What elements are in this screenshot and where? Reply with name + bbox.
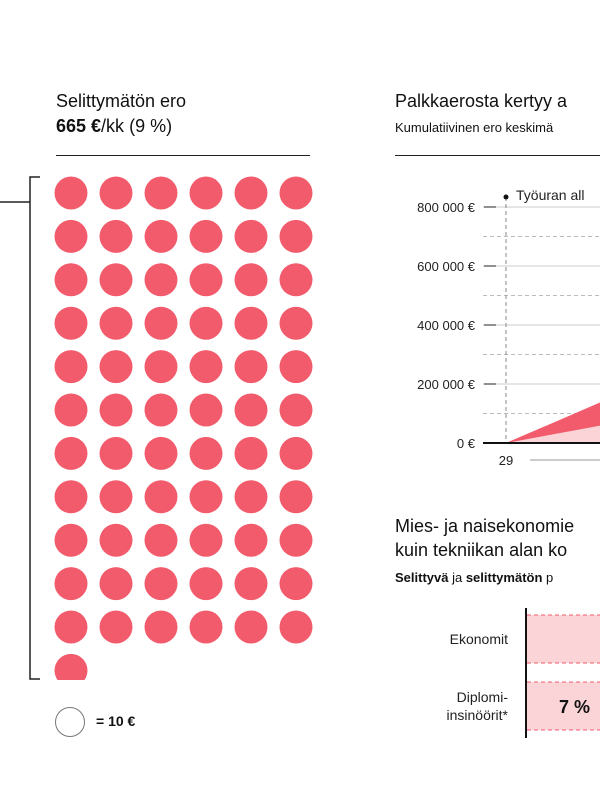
value-dot bbox=[190, 611, 223, 644]
right-subtitle: Kumulatiivinen ero keskimä bbox=[395, 120, 554, 135]
legend-rest: p bbox=[542, 570, 554, 585]
value-dot bbox=[100, 220, 133, 253]
value-dot bbox=[280, 350, 313, 383]
value-dot bbox=[100, 394, 133, 427]
value-dot bbox=[280, 394, 313, 427]
left-divider bbox=[56, 155, 310, 156]
category-label: Ekonomit bbox=[449, 631, 508, 647]
y-tick-label: 400 000 € bbox=[417, 318, 475, 333]
pictogram-dots bbox=[50, 170, 320, 680]
value-dot bbox=[55, 220, 88, 253]
value-dot bbox=[190, 524, 223, 557]
legend-text: = 10 € bbox=[96, 713, 136, 729]
value-dot bbox=[235, 263, 268, 296]
value-dot bbox=[280, 307, 313, 340]
value-dot bbox=[100, 437, 133, 470]
bars-legend bbox=[395, 570, 553, 586]
value-dot bbox=[145, 394, 178, 427]
value-dot bbox=[190, 567, 223, 600]
value-dot bbox=[145, 307, 178, 340]
value-dot bbox=[100, 524, 133, 557]
value-dot bbox=[55, 307, 88, 340]
value-dot bbox=[235, 524, 268, 557]
value-dot bbox=[145, 177, 178, 210]
left-title: Selittymätön ero bbox=[56, 91, 187, 111]
annotation-label: Työuran all bbox=[516, 187, 585, 203]
y-tick-label: 200 000 € bbox=[417, 377, 475, 392]
value-dot bbox=[145, 263, 178, 296]
value-dot bbox=[100, 611, 133, 644]
value-dot bbox=[145, 220, 178, 253]
value-dot bbox=[100, 350, 133, 383]
right-divider bbox=[395, 155, 600, 156]
value-dot bbox=[190, 437, 223, 470]
value-dot bbox=[280, 263, 313, 296]
value-dot bbox=[280, 480, 313, 513]
amount-unit: /kk bbox=[101, 116, 125, 136]
value-dot bbox=[55, 567, 88, 600]
value-dot bbox=[235, 480, 268, 513]
value-dot bbox=[280, 220, 313, 253]
value-dot bbox=[55, 524, 88, 557]
value-dot bbox=[145, 350, 178, 383]
bars-title-line2: kuin tekniikan alan ko bbox=[395, 540, 568, 560]
value-dot bbox=[100, 263, 133, 296]
value-dot bbox=[145, 611, 178, 644]
x-tick-label: 29 bbox=[498, 453, 514, 468]
value-dot bbox=[280, 611, 313, 644]
value-dot bbox=[235, 437, 268, 470]
bracket-line bbox=[30, 177, 40, 679]
unexplained-percent: (9 %) bbox=[129, 116, 173, 136]
value-dot bbox=[190, 263, 223, 296]
bars-title-line1: Mies- ja naisekonomie bbox=[395, 516, 575, 536]
value-dot bbox=[190, 220, 223, 253]
value-dot bbox=[55, 263, 88, 296]
value-dot bbox=[280, 567, 313, 600]
category-label: Diplomi- bbox=[456, 689, 508, 705]
value-dot bbox=[100, 177, 133, 210]
value-dot bbox=[145, 524, 178, 557]
legend-explained: Selittyvä bbox=[395, 570, 449, 585]
y-tick-label: 0 € bbox=[456, 436, 475, 451]
category-label: insinöörit* bbox=[446, 707, 508, 723]
value-dot bbox=[235, 567, 268, 600]
category-bar bbox=[527, 615, 600, 663]
cumulative-area-chart bbox=[380, 175, 600, 475]
legend-and: ja bbox=[448, 570, 466, 585]
value-dot bbox=[280, 177, 313, 210]
value-dot bbox=[55, 350, 88, 383]
bar-value-label: 7 % bbox=[559, 697, 591, 717]
legend-unexplained: selittymätön bbox=[465, 570, 543, 585]
value-dot bbox=[55, 654, 88, 680]
value-dot bbox=[55, 394, 88, 427]
value-dot bbox=[235, 220, 268, 253]
value-dot bbox=[55, 437, 88, 470]
value-dot bbox=[280, 524, 313, 557]
value-dot bbox=[55, 611, 88, 644]
bar-chart bbox=[395, 600, 600, 750]
value-dot bbox=[190, 307, 223, 340]
value-dot bbox=[235, 350, 268, 383]
value-dot bbox=[235, 177, 268, 210]
value-dot bbox=[100, 307, 133, 340]
annotation-dot bbox=[504, 195, 509, 200]
y-tick-label: 800 000 € bbox=[417, 200, 475, 215]
value-dot bbox=[55, 177, 88, 210]
legend-circle-icon bbox=[55, 707, 85, 737]
value-dot bbox=[190, 394, 223, 427]
value-dot bbox=[190, 177, 223, 210]
value-dot bbox=[145, 567, 178, 600]
value-dot bbox=[190, 480, 223, 513]
y-tick-label: 600 000 € bbox=[417, 259, 475, 274]
value-dot bbox=[55, 480, 88, 513]
value-dot bbox=[235, 611, 268, 644]
value-dot bbox=[100, 567, 133, 600]
value-dot bbox=[145, 437, 178, 470]
value-dot bbox=[235, 307, 268, 340]
value-dot bbox=[145, 480, 178, 513]
value-dot bbox=[280, 437, 313, 470]
value-dot bbox=[190, 350, 223, 383]
unexplained-amount: 665 € bbox=[56, 116, 102, 136]
value-dot bbox=[235, 394, 268, 427]
right-title: Palkkaerosta kertyy a bbox=[395, 91, 568, 111]
left-subtitle bbox=[56, 115, 172, 137]
value-dot bbox=[100, 480, 133, 513]
